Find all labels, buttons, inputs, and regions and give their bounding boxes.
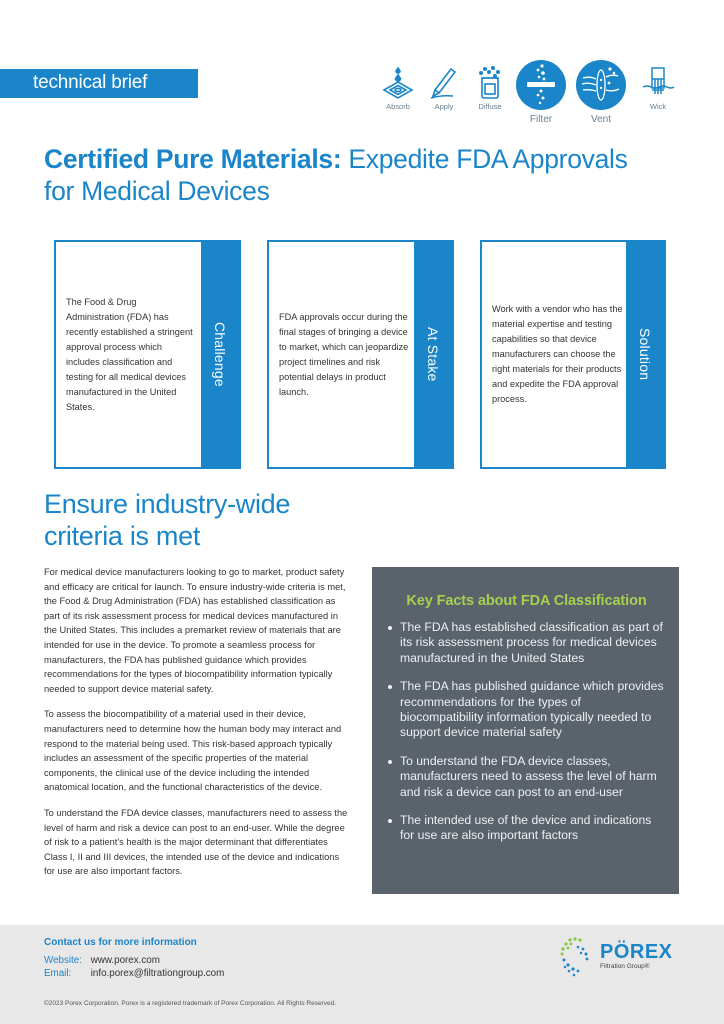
porex-swirl-icon bbox=[556, 935, 596, 979]
diffuse-icon bbox=[473, 66, 507, 100]
challenge-label-bar bbox=[201, 242, 239, 467]
contact-heading: Contact us for more information bbox=[44, 937, 197, 948]
logo-wordmark: PÖREX bbox=[600, 941, 673, 963]
paragraph-1: For medical device manufacturers looking to go to market, product safety and efficacy are critical for launch. To ensure industry-wide criteria is met, the Food & Drug Administration (FDA) has established classification as part of its risk assessment process for medical devices manufactured in the United States. This includes a premarket review of materials that are intended for use in the device. To promote a seamless process for manufacturers, the FDA has published guidance which provides recommendations for the types of biocompatibility information typically needed to support device material safety. bbox=[44, 567, 346, 694]
email-row bbox=[44, 968, 224, 979]
capability-icons bbox=[378, 60, 698, 140]
absorb-icon bbox=[381, 66, 415, 100]
section-body bbox=[44, 565, 349, 890]
key-fact-item: The FDA has published guidance which provides recommendations for the types of biocompatibility information typically needed to support device material safety bbox=[386, 679, 667, 741]
challenge-label: Challenge bbox=[212, 322, 228, 387]
key-fact-item: To understand the FDA device classes, manufacturers need to assess the level of harm and risk a device can post to an end-user bbox=[386, 754, 667, 800]
key-facts-heading: Key Facts about FDA Classification bbox=[406, 593, 647, 609]
section-heading: Ensure industry-wide criteria is met bbox=[44, 489, 291, 551]
at-stake-label-bar bbox=[414, 242, 452, 467]
email-link[interactable]: info.porex@filtrationgroup.com bbox=[90, 968, 225, 979]
website-row bbox=[44, 955, 160, 966]
challenge-card bbox=[54, 240, 241, 469]
diffuse-label: Diffuse bbox=[478, 102, 502, 111]
solution-label: Solution bbox=[637, 328, 653, 381]
absorb-item bbox=[380, 66, 416, 111]
vent-icon bbox=[576, 60, 626, 110]
vent-item bbox=[576, 60, 626, 125]
website-label: Website: bbox=[44, 955, 82, 966]
logo-subtitle: Filtration Group® bbox=[600, 963, 650, 970]
challenge-text: The Food & Drug Administration (FDA) has recently established a stringent approval process which includes classification and testing for all medical devices manufactured in the United States. bbox=[66, 296, 193, 412]
apply-icon bbox=[427, 66, 461, 100]
solution-card bbox=[480, 240, 666, 469]
wick-icon bbox=[641, 66, 675, 100]
filter-icon bbox=[516, 60, 566, 110]
wick-label: Wick bbox=[649, 102, 667, 111]
solution-text: Work with a vendor who has the material expertise and testing capabilities so that device manufacturers can choose the right materials for their products and expedite the FDA approval process. bbox=[492, 304, 623, 404]
at-stake-card bbox=[267, 240, 454, 469]
key-facts-box bbox=[372, 567, 679, 894]
wick-item bbox=[640, 66, 676, 111]
apply-item bbox=[426, 66, 462, 111]
diffuse-item bbox=[472, 66, 508, 111]
absorb-label: Absorb bbox=[386, 102, 410, 111]
porex-logo bbox=[556, 935, 686, 979]
paragraph-2: To assess the biocompatibility of a material used in their device, manufacturers need to determine how the human body may interact and respond to the material being used. This risk-based approach typically includes an assessment of the specific properties of the material components, the clinical use of the device including the intended anatomical location, and the functional characteristics of the device. bbox=[44, 709, 342, 793]
key-fact-item: The FDA has established classification as part of its risk assessment process for medical devices manufactured in the United States bbox=[386, 620, 667, 666]
title-light: Expedite FDA Approvals for Medical Devices bbox=[44, 144, 628, 206]
at-stake-label: At Stake bbox=[425, 327, 441, 382]
footer bbox=[0, 925, 724, 1024]
at-stake-text: FDA approvals occur during the final stages of bringing a device to market, which can jeopardize project timelines and risk potential delays in product launch. bbox=[279, 311, 409, 397]
key-facts-list bbox=[386, 620, 667, 844]
document-type-tag: technical brief bbox=[0, 69, 198, 98]
solution-label-bar bbox=[626, 242, 664, 467]
vent-label: Vent bbox=[590, 114, 612, 125]
title-bold: Certified Pure Materials: bbox=[44, 144, 342, 174]
email-label: Email: bbox=[44, 968, 72, 979]
website-link[interactable]: www.porex.com bbox=[90, 955, 160, 966]
filter-label: Filter bbox=[529, 114, 553, 125]
filter-item bbox=[516, 60, 566, 125]
page-title bbox=[44, 143, 664, 207]
paragraph-3: To understand the FDA device classes, manufacturers need to assess the level of harm and risk a device can post to an end-user. While the degree of risk to a patient's health is the major determinant that differentiates Class I, II and III devices, the intended use of the device and indications for use are also important factors. bbox=[44, 807, 348, 877]
apply-label: Apply bbox=[434, 102, 454, 111]
key-fact-item: The intended use of the device and indications for use are also important factors bbox=[386, 813, 667, 844]
copyright: ©2023 Porex Corporation. Porex is a registered trademark of Porex Corporation. All Rights Reserved. bbox=[44, 1000, 337, 1007]
